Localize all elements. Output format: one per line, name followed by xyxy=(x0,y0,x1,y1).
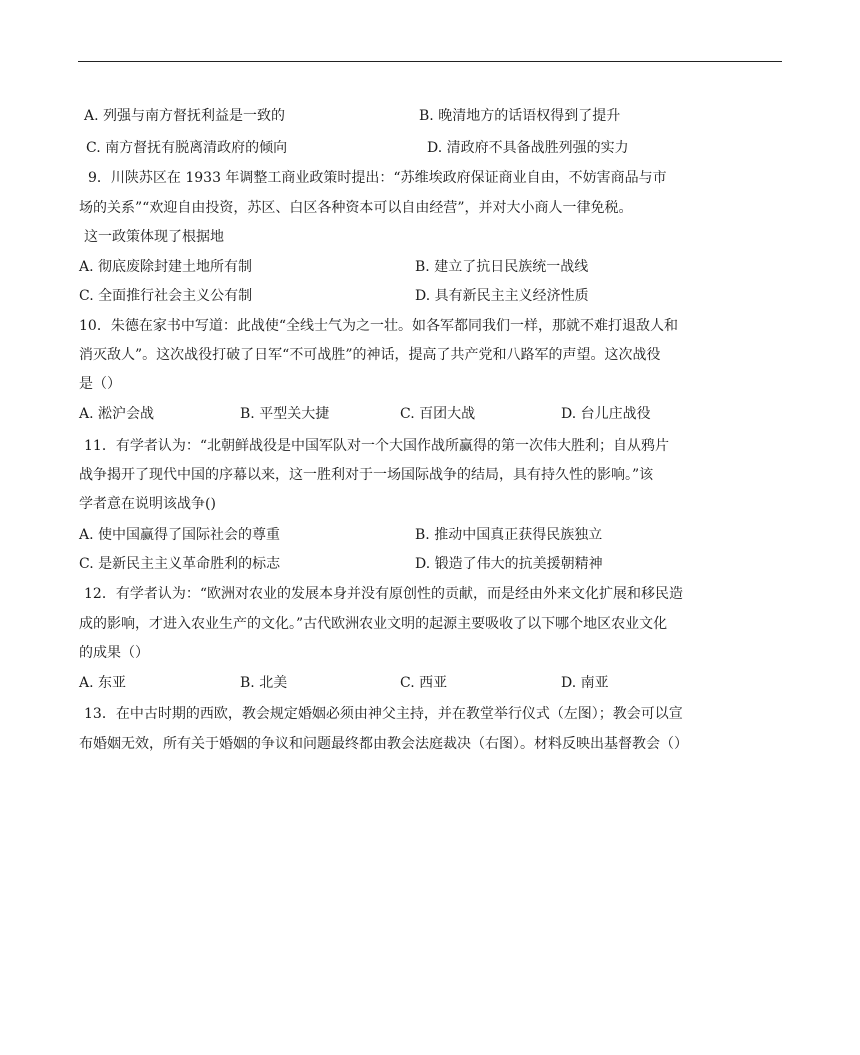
question-10-text-line: 10．朱德在家书中写道：此战使“全线士气为之一壮。如各军都同我们一样，那就不难打退敌人和 xyxy=(79,318,678,334)
question-13-text-line: 布婚姻无效，所有关于婚姻的争议和问题最终都由教会法庭裁决（右图）。材料反映出基督教会（） xyxy=(79,736,688,752)
option-d[interactable]: D. 台儿庄战役 xyxy=(561,406,651,422)
option-d[interactable]: D. 锻造了伟大的抗美援朝精神 xyxy=(415,556,603,572)
question-11-text-line: 战争揭开了现代中国的序幕以来，这一胜利对于一场国际战争的结局，具有持久性的影响。”该 xyxy=(79,467,654,483)
option-c[interactable]: C. 百团大战 xyxy=(400,406,476,422)
question-10-text-line: 消灭敌人”。这次战役打破了日军“不可战胜”的神话，提高了共产党和八路军的声望。这次战役 xyxy=(79,347,661,363)
question-11-text-line: 学者意在说明该战争() xyxy=(79,496,216,512)
option-c[interactable]: C. 西亚 xyxy=(400,675,448,691)
header-rule xyxy=(78,61,782,62)
option-a[interactable]: A. 彻底废除封建土地所有制 xyxy=(79,259,253,275)
option-b[interactable]: B. 晚清地方的话语权得到了提升 xyxy=(419,108,621,124)
option-a[interactable]: A. 东亚 xyxy=(79,675,127,691)
option-c[interactable]: C. 全面推行社会主义公有制 xyxy=(79,288,253,304)
question-11-text-line: 11．有学者认为：“北朝鲜战役是中国军队对一个大国作战所赢得的第一次伟大胜利；自从鸦片 xyxy=(84,438,669,454)
option-d[interactable]: D. 南亚 xyxy=(561,675,609,691)
option-b[interactable]: B. 北美 xyxy=(240,675,288,691)
option-a[interactable]: A. 使中国赢得了国际社会的尊重 xyxy=(79,527,281,543)
question-13-text-line: 13．在中古时期的西欧，教会规定婚姻必须由神父主持，并在教堂举行仪式（左图）；教会可以宣 xyxy=(84,706,683,722)
option-d[interactable]: D. 具有新民主主义经济性质 xyxy=(415,288,589,304)
option-b[interactable]: B. 建立了抗日民族统一战线 xyxy=(415,259,589,275)
option-b[interactable]: B. 平型关大捷 xyxy=(240,406,330,422)
option-a[interactable]: A. 列强与南方督抚利益是一致的 xyxy=(84,108,286,124)
option-b[interactable]: B. 推动中国真正获得民族独立 xyxy=(415,527,603,543)
question-12-text-line: 的成果（） xyxy=(79,645,149,661)
option-c[interactable]: C. 南方督抚有脱离清政府的倾向 xyxy=(86,140,288,156)
question-12-text-line: 成的影响，才进入农业生产的文化。”古代欧洲农业文明的起源主要吸收了以下哪个地区农业文化 xyxy=(79,616,668,632)
question-12-text-line: 12．有学者认为：“欧洲对农业的发展本身并没有原创性的贡献，而是经由外来文化扩展和移民造 xyxy=(84,586,683,602)
option-d[interactable]: D. 清政府不具备战胜列强的实力 xyxy=(427,140,629,156)
question-9-text-line: 这一政策体现了根据地 xyxy=(84,229,224,245)
option-a[interactable]: A. 淞沪会战 xyxy=(79,406,155,422)
question-10-text-line: 是（） xyxy=(79,376,121,392)
option-c[interactable]: C. 是新民主主义革命胜利的标志 xyxy=(79,556,281,572)
question-9-text-line: 9．川陕苏区在 1933 年调整工商业政策时提出：“苏维埃政府保证商业自由，不妨害商品与市 xyxy=(88,170,667,186)
question-9-text-line: 场的关系”“欢迎自由投资，苏区、白区各种资本可以自由经营”，并对大小商人一律免税。 xyxy=(79,200,633,216)
